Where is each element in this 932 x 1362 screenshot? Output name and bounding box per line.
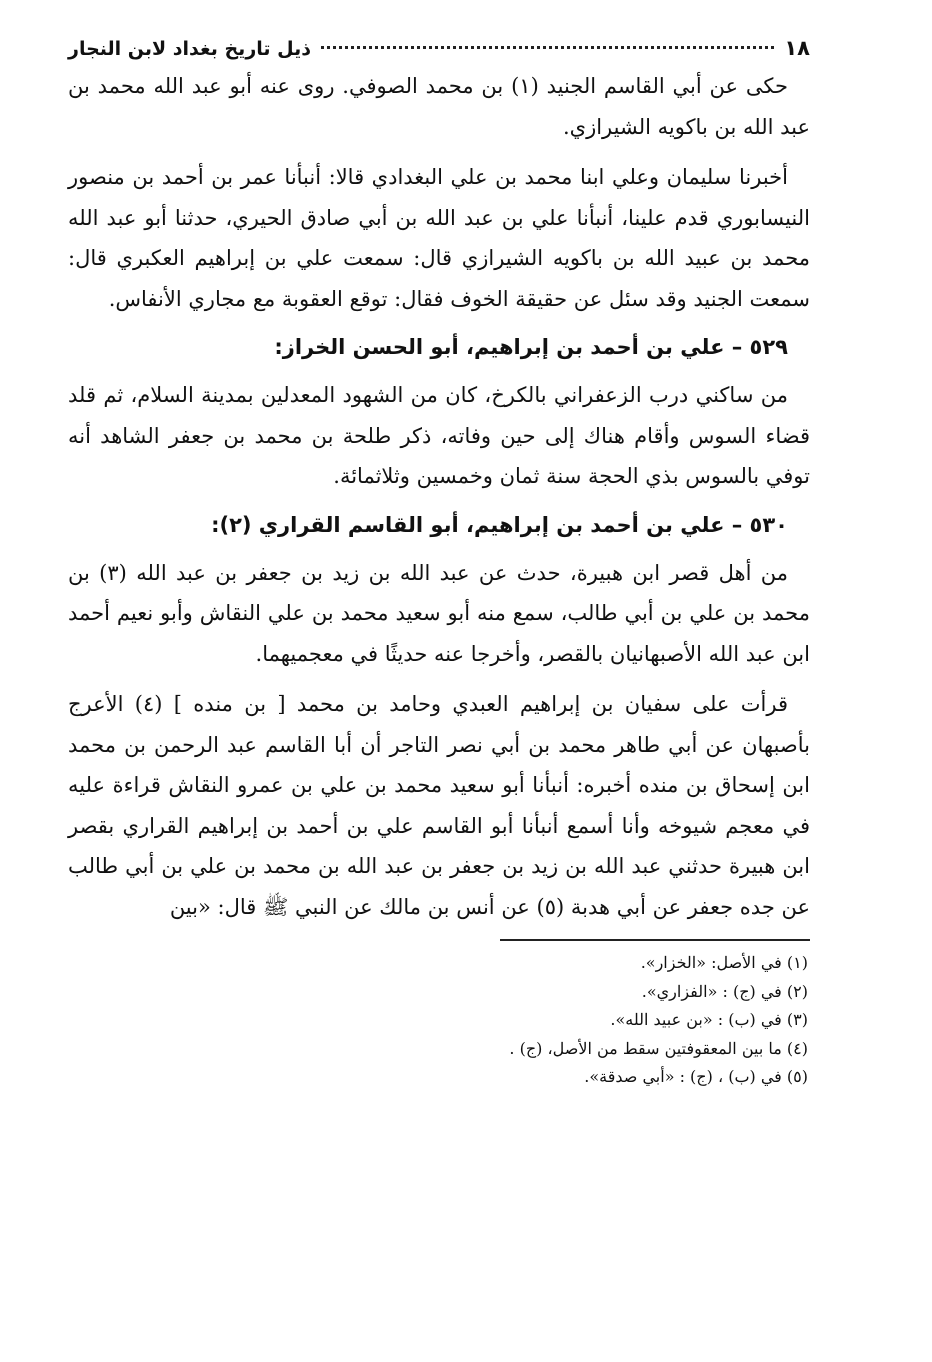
paragraph: حكى عن أبي القاسم الجنيد (١) بن محمد الصوفي. روى عنه أبو عبد الله محمد بن عبد الله بن باكويه الشيرازي. bbox=[68, 74, 810, 139]
header-dot-leader bbox=[321, 46, 774, 49]
paragraph: أخبرنا سليمان وعلي ابنا محمد بن علي البغدادي قالا: أنبأنا عمر بن أحمد بن منصور النيسابوري قدم علينا، أنبأنا علي بن عبد الله بن أبي صادق الحيري، حدثنا أبو عبد الله محمد بن عبيد الله بن باكويه الشيرازي قال: سمعت علي بن إبراهيم العكبري قال: سمعت الجنيد وقد سئل عن حقيقة الخوف فقال: توقع العقوبة مع مجاري الأنفاس. bbox=[68, 165, 810, 311]
document-page bbox=[68, 30, 810, 1092]
main-text bbox=[68, 66, 810, 927]
footnote-separator bbox=[500, 939, 810, 941]
paragraph: من ساكني درب الزعفراني بالكرخ، كان من الشهود المعدلين بمدينة السلام، ثم قلد قضاء السوس وأقام هناك إلى حين وفاته، ذكر طلحة بن محمد بن جعفر الشاهد أنه توفي بالسوس بذي الحجة سنة ثمان وخمسين وثلاثمائة. bbox=[68, 383, 810, 488]
book-title: ذيل تاريخ بغداد لابن النجار bbox=[68, 38, 311, 60]
footnote: (٢) في (ج) : «الفزاري». bbox=[641, 981, 808, 1001]
page-number: ١٨ bbox=[784, 36, 810, 60]
footnote: (٥) في (ب) ، (ج) : «أبي صدقة». bbox=[584, 1067, 808, 1086]
paragraph: من أهل قصر ابن هبيرة، حدث عن عبد الله بن زيد بن جعفر بن عبد الله (٣) بن محمد بن علي بن أبي طالب، سمع منه أبو سعيد محمد بن علي النقاش وأبو نعيم أحمد ابن عبد الله الأصبهانيان بالقصر، وأخرجا عنه حديثًا في معجميهما. bbox=[68, 560, 810, 666]
footnote: (٤) ما بين المعقوفتين سقط من الأصل، (ج) . bbox=[509, 1038, 808, 1058]
footnotes bbox=[68, 949, 810, 1092]
footnote: (٣) في (ب) : «بن عبيد الله». bbox=[610, 1010, 808, 1029]
footnote: (١) في الأصل: «الخزار». bbox=[640, 953, 808, 972]
running-header bbox=[68, 30, 810, 66]
entry-heading-529: ٥٢٩ – علي بن أحمد بن إبراهيم، أبو الحسن الخراز: bbox=[274, 335, 788, 359]
paragraph: قرأت على سفيان بن إبراهيم العبدي وحامد بن محمد [ بن منده ] (٤) الأعرج بأصبهان عن أبي طاهر محمد بن أبي نصر التاجر أن أبا القاسم عبد الرحمن بن محمد ابن إسحاق بن منده أخبره: أنبأنا أبو سعيد محمد بن علي بن عمرو النقاش قراءة عليه في معجم شيوخه وأنا أسمع أنبأنا أبو القاسم علي بن أحمد بن إبراهيم القراري بقصر ابن هبيرة حدثني عبد الله بن زيد بن جعفر بن عبد الله بن محمد بن علي بن أبي طالب عن جده جعفر عن أبي هدبة (٥) عن أنس بن مالك عن النبي ﷺ قال: «بين bbox=[68, 692, 810, 919]
entry-heading-530: ٥٣٠ – علي بن أحمد بن إبراهيم، أبو القاسم القراري (٢): bbox=[211, 512, 788, 537]
